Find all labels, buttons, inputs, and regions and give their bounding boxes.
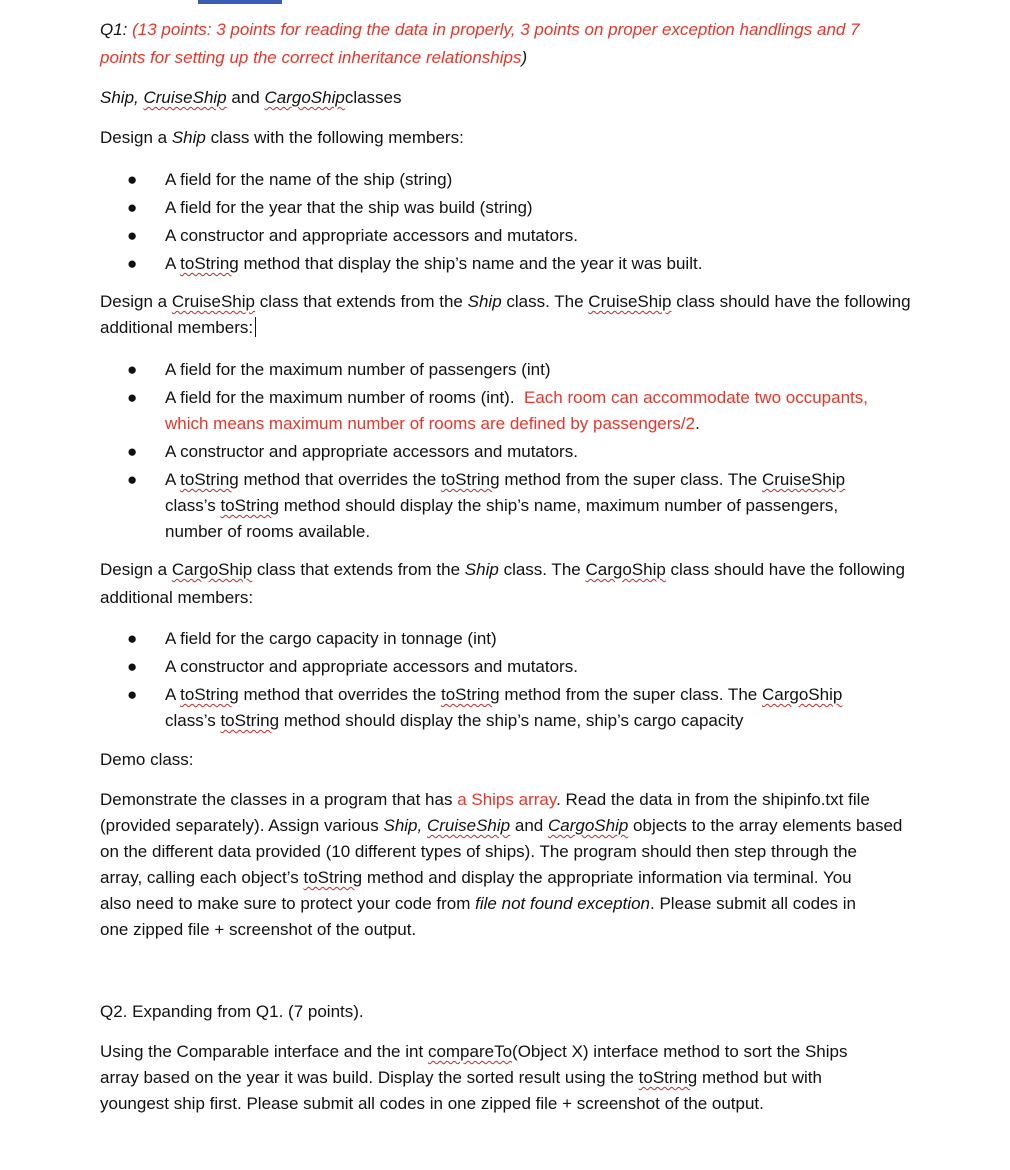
item-text: class’s — [165, 496, 216, 515]
tostring-word: toString — [638, 1068, 698, 1087]
demo-text: and — [514, 816, 544, 835]
tostring-word: toString — [180, 254, 239, 273]
ship-name: Ship — [464, 560, 499, 579]
bullet-icon: ● — [127, 170, 138, 189]
item-text: A constructor and appropriate accessors and mutators. — [165, 442, 578, 461]
intro-text: Design a — [100, 292, 168, 311]
bullet-icon: ● — [127, 198, 138, 217]
q2-text: array based on the year it was build. Display the sorted result using the — [100, 1068, 634, 1087]
bullet-icon: ● — [127, 226, 138, 245]
demo-highlight: a Ships array — [457, 790, 557, 809]
item-text: class’s — [165, 711, 216, 730]
item-text: A field for the name of the ship (string) — [165, 170, 453, 189]
intro-text: additional members: — [100, 588, 254, 607]
list-item — [100, 654, 940, 680]
cruise-intro — [100, 289, 911, 315]
intro-text: Design a — [100, 560, 168, 579]
cargo-intro — [100, 557, 905, 583]
intro-text: class. The — [506, 292, 584, 311]
subtitle-ship: Ship, — [100, 88, 139, 107]
item-text: A — [165, 254, 176, 273]
list-item — [100, 167, 940, 193]
demo-text: also need to make sure to protect your code from — [100, 894, 471, 913]
ship-intro-pre: Design a — [100, 128, 168, 147]
item-text: method that overrides the — [243, 470, 437, 489]
ship-intro-name: Ship — [171, 128, 206, 147]
cargo-members-list — [100, 626, 940, 734]
cruise-name: CruiseShip — [761, 470, 846, 489]
list-item — [100, 626, 940, 652]
intro-text: class should have the following — [676, 292, 911, 311]
q2-text: method but with — [701, 1068, 822, 1087]
tostring-word: toString — [180, 470, 239, 489]
item-text: A — [165, 470, 176, 489]
cargo-name: CargoShip — [171, 560, 253, 579]
cruise-members-list — [100, 357, 940, 545]
q2-text: Using the Comparable interface and the int — [100, 1042, 424, 1061]
item-text: . — [695, 414, 700, 433]
bullet-icon: ● — [127, 629, 138, 648]
item-text: method from the super class. The — [504, 470, 758, 489]
item-text: method should display the ship’s name, maximum number of passengers, — [283, 496, 839, 515]
item-text: method should display the ship’s name, ship’s cargo capacity — [283, 711, 744, 730]
bullet-icon: ● — [127, 442, 138, 461]
compareto-word: compareTo — [427, 1042, 513, 1061]
demo-paragraph — [100, 787, 950, 943]
cargo-name: CargoShip — [547, 816, 629, 835]
item-text: A constructor and appropriate accessors and mutators. — [165, 657, 578, 676]
q1-paren: ) — [521, 48, 528, 67]
list-item — [100, 682, 940, 734]
intro-text: class. The — [503, 560, 581, 579]
cruise-intro-cont — [100, 315, 256, 341]
intro-text: additional members: — [100, 318, 254, 337]
intro-text: class that extends from the — [259, 292, 463, 311]
q2-title: Q2. Expanding from Q1. (7 points). — [100, 1002, 364, 1021]
demo-text: objects to the array elements based — [633, 816, 903, 835]
tostring-word: toString — [440, 470, 500, 489]
list-item — [100, 357, 940, 383]
q2-paragraph — [100, 1039, 950, 1117]
text-cursor — [255, 317, 256, 337]
bullet-icon: ● — [127, 657, 138, 676]
item-text: method from the super class. The — [504, 685, 758, 704]
q2-text: (Object X) interface method to sort the Ships — [512, 1042, 848, 1061]
ship-name: Ship, — [383, 816, 423, 835]
top-accent-bar — [198, 0, 282, 4]
item-text: method that display the ship’s name and the year it was built. — [243, 254, 703, 273]
ship-name: Ship — [467, 292, 502, 311]
demo-text: method and display the appropriate information via terminal. You — [366, 868, 852, 887]
bullet-icon: ● — [127, 360, 138, 379]
cruise-name: CruiseShip — [171, 292, 255, 311]
demo-text: . Read the data in from the shipinfo.txt file — [556, 790, 870, 809]
demo-text: Demonstrate the classes in a program that has — [100, 790, 453, 809]
list-item — [100, 251, 940, 277]
item-text: A field for the cargo capacity in tonnage (int) — [165, 629, 497, 648]
list-item — [100, 467, 940, 545]
item-text: A constructor and appropriate accessors and mutators. — [165, 226, 578, 245]
intro-text: class should have the following — [670, 560, 905, 579]
bullet-icon: ● — [127, 470, 138, 489]
q1-header-cont — [100, 45, 527, 71]
bullet-icon: ● — [127, 685, 138, 704]
subtitle-cargo: CargoShip — [264, 88, 345, 107]
tostring-word: toString — [440, 685, 500, 704]
tostring-word: toString — [180, 685, 239, 704]
ship-members-list — [100, 167, 940, 277]
list-item — [100, 439, 940, 465]
item-note: which means maximum number of rooms are defined by passengers/2 — [165, 414, 696, 433]
q2-text: youngest ship first. Please submit all codes in one zipped file + screenshot of the output. — [100, 1094, 764, 1113]
classes-subtitle — [100, 85, 402, 111]
ship-intro-post: class with the following members: — [210, 128, 464, 147]
cruise-name: CruiseShip — [426, 816, 511, 835]
demo-text: . Please submit all codes in — [650, 894, 857, 913]
subtitle-classes: classes — [344, 88, 402, 107]
cruise-name: CruiseShip — [588, 292, 672, 311]
tostring-word: toString — [220, 496, 280, 515]
list-item — [100, 223, 940, 249]
item-text: A field for the maximum number of passengers (int) — [165, 360, 551, 379]
list-item — [100, 385, 940, 437]
item-text: method that overrides the — [243, 685, 437, 704]
bullet-icon: ● — [127, 254, 138, 273]
cargo-name: CargoShip — [585, 560, 666, 579]
bullet-icon: ● — [127, 388, 138, 407]
q1-points: (13 points: 3 points for reading the data in properly, 3 points on proper exception handlings and 7 — [132, 20, 860, 39]
item-note: Each room can accommodate two occupants, — [524, 388, 868, 407]
demo-text: one zipped file + screenshot of the output. — [100, 920, 417, 939]
demo-text: on the different data provided (10 different types of ships). The program should then step through the — [100, 842, 857, 861]
cargo-intro-cont — [100, 585, 253, 611]
demo-text: (provided separately). Assign various — [100, 816, 379, 835]
cargo-name: CargoShip — [761, 685, 843, 704]
exception-name: file not found exception — [475, 894, 651, 913]
tostring-word: toString — [220, 711, 280, 730]
tostring-word: toString — [303, 868, 363, 887]
ship-intro — [100, 125, 464, 151]
subtitle-cruise: CruiseShip — [143, 88, 227, 107]
item-text: A field for the year that the ship was build (string) — [165, 198, 533, 217]
subtitle-and: and — [231, 88, 260, 107]
demo-text: array, calling each object’s — [100, 868, 299, 887]
list-item — [100, 195, 940, 221]
q1-label: Q1: — [100, 20, 128, 39]
demo-label: Demo class: — [100, 750, 194, 769]
item-text: A — [165, 685, 176, 704]
item-text: number of rooms available. — [165, 522, 371, 541]
q1-points-cont: points for setting up the correct inheritance relationships — [100, 48, 522, 67]
item-text: A field for the maximum number of rooms (int). — [165, 388, 515, 407]
q1-header — [100, 17, 860, 43]
intro-text: class that extends from the — [256, 560, 461, 579]
